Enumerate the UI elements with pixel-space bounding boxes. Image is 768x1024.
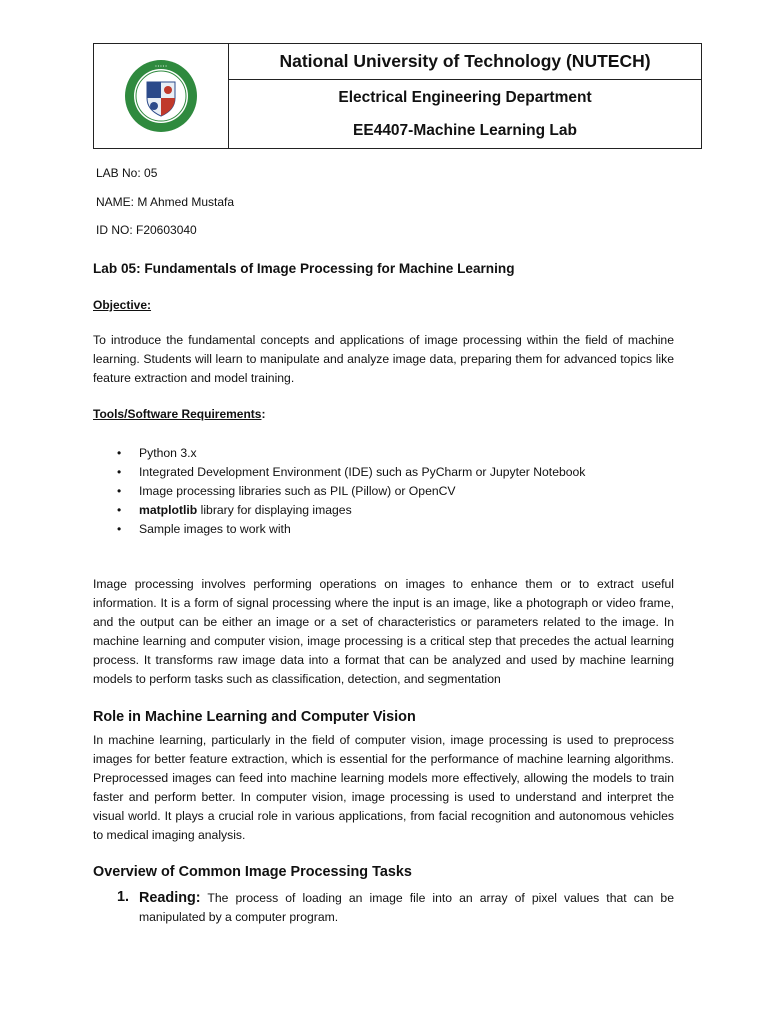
list-item: • Integrated Development Environment (IDE) such as PyCharm or Jupyter Notebook xyxy=(117,463,585,482)
logo-cell xyxy=(94,44,229,148)
university-logo-icon xyxy=(123,58,199,134)
role-heading: Role in Machine Learning and Computer Vision xyxy=(93,709,416,725)
objective-heading: Objective: xyxy=(93,298,152,312)
list-item: • matplotlib library for displaying images xyxy=(117,501,585,520)
role-text: In machine learning, particularly in the field of computer vision, image processing is used to preprocess images for better feature extraction, which is essential for the performance of machine learning algorithms. Preprocessed images can feed into machine learning models more effectively, allowing the models to train faster and perform better. In computer vision, image processing is used to understand and interpret the visual world. It plays a crucial role in various applications, from facial recognition and autonomous vehicles to medical imaging analysis. xyxy=(93,733,674,842)
tools-heading: Tools/Software Requirements xyxy=(93,407,262,421)
tools-heading-wrap xyxy=(93,407,265,421)
header-table xyxy=(93,43,702,149)
list-item: • Python 3.x xyxy=(117,444,585,463)
student-id: ID NO: F20603040 xyxy=(96,223,197,237)
student-name: NAME: M Ahmed Mustafa xyxy=(96,195,235,209)
lab-number: LAB No: 05 xyxy=(96,166,158,180)
course-name: EE4407-Machine Learning Lab xyxy=(353,122,577,139)
tools-list xyxy=(117,444,585,539)
intro-paragraph: Image processing involves performing operations on images to enhance them or to extract useful information. It is a form of signal processing where the input is an image, like a photograph or video frame, and the output can be either an image or a set of characteristics or parameters related to the image. In machine learning and computer vision, image processing is a critical step that precedes the actual learning process. It transforms raw image data into a format that can be analyzed and used by machine learning models to perform tasks such as classification, detection, and segmentation xyxy=(93,577,674,686)
item-text: The process of loading an image file into an array of pixel values that can be manipulated by a computer program. xyxy=(139,891,674,924)
lab-title: Lab 05: Fundamentals of Image Processing for Machine Learning xyxy=(93,261,515,276)
list-item: • Sample images to work with xyxy=(117,520,585,539)
objective-text: To introduce the fundamental concepts and applications of image processing within the field of machine learning. Students will learn to manipulate and analyze image data, preparing them for advanced topics like feature extraction and model training. xyxy=(93,333,674,385)
item-term: Reading: xyxy=(139,890,201,906)
department-name: Electrical Engineering Department xyxy=(338,89,592,106)
university-name: National University of Technology (NUTECH) xyxy=(229,44,701,80)
tools-heading-colon: : xyxy=(261,407,266,421)
svg-text:• • • • •: • • • • • xyxy=(155,63,167,68)
item-number: 1. xyxy=(117,889,130,905)
list-item: • Image processing libraries such as PIL (Pillow) or OpenCV xyxy=(117,482,585,501)
overview-heading: Overview of Common Image Processing Tasks xyxy=(93,864,412,880)
